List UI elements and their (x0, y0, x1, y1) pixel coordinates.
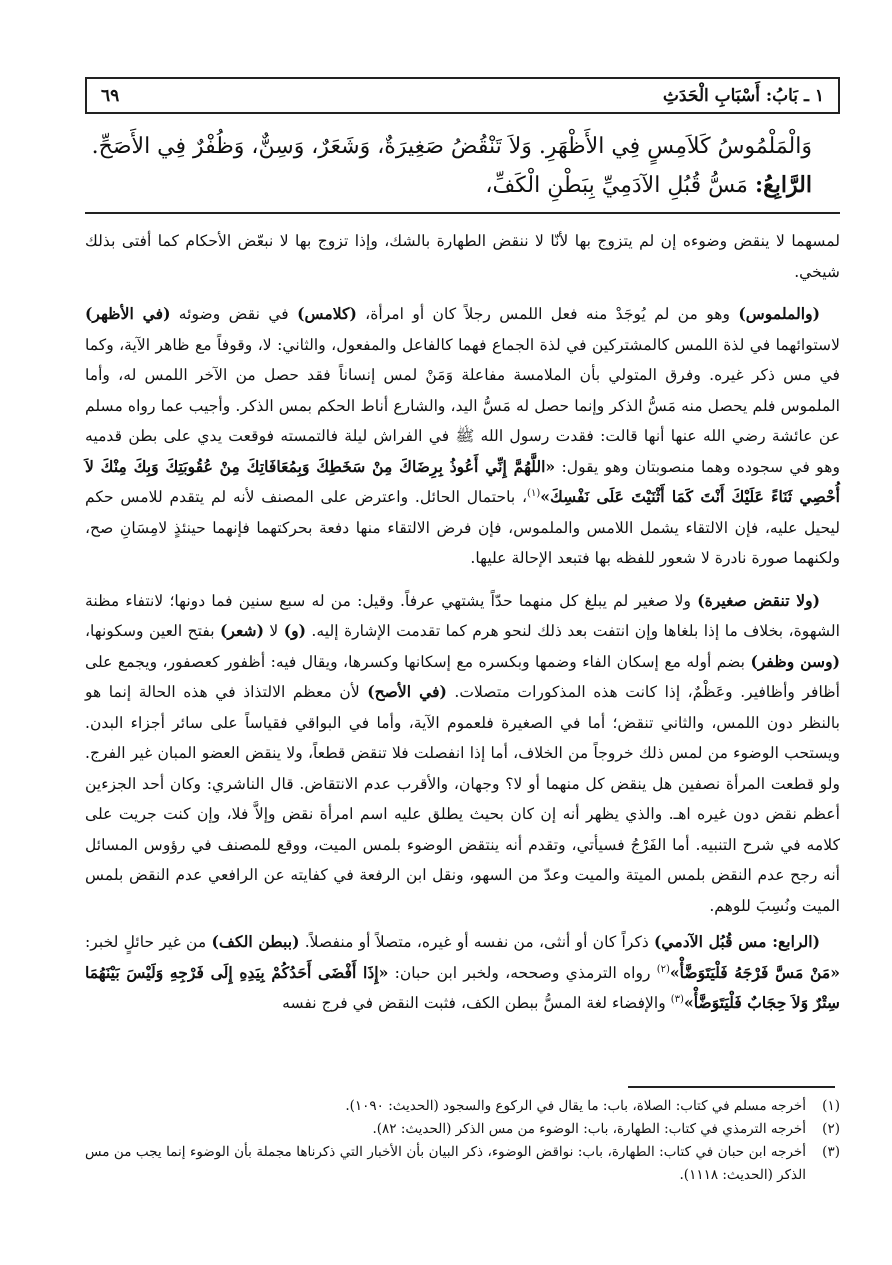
keyword: (في الأظهر) (85, 304, 171, 323)
footnote-text: أخرجه مسلم في كتاب: الصلاة، باب: ما يقال في الركوع والسجود (الحديث: ١٠٩٠). (345, 1098, 806, 1114)
footnote-ref[interactable]: (٢) (656, 963, 670, 975)
keyword: (ببطن الكف) (211, 932, 300, 951)
text: ولا صغير لم يبلغ كل منهما حدّاً يشتهي عرفاً. وقيل: من له سبع سنين فما دونها؛ لانتفاء مظنة الشهوة، بخلاف ما إذا بلغاها وإن انتفت بعد ذلك لنحو هرم كما تقدمت الإشارة إليه. (85, 591, 840, 640)
keyword: (ولا تنقض صغيرة) (697, 590, 820, 610)
hadith-quote: «اللَّهُمَّ إِنِّي أَعُوذُ بِرِضَاكَ مِنْ سَخَطِكَ وَبِمُعَافَاتِكَ مِنْ عُقُوبَتِكَ وَبِكَ مِنْكَ لاَ أُحْصِي ثَنَاءً عَلَيْكَ أَنْتَ كَمَا أَثْنَيْتَ عَلَى نَفْسِكَ» (85, 456, 840, 506)
matn-line (85, 166, 840, 205)
commentary (85, 226, 840, 1019)
keyword: (كلامس) (297, 304, 357, 323)
chapter-title: ١ ـ بَابُ: أَسْبَابِ الْحَدَثِ (662, 85, 824, 106)
text: ، باحتمال الحائل. واعترض على المصنف لأنه لم يتقدم للامس حكم ليحيل عليه، فإن الالتقاء يشمل اللامس والملموس، فإن فرض الالتقاء منها دفعة بحركتهما فإنهما حينئذٍ لامِسَانِ صح، ولكنهما صورة نادرة لا شعور للفظه بها فتبعد الإحالة عليها. (85, 488, 840, 567)
text: لاستوائهما في لذة اللمس كالمشتركين في لذة الجماع فهما كالفاعل والمفعول، والثاني: لا، وقوفاً مع ظاهر الآية، وكما في مس ذكر غيره. وفرق المتولي بأن الملامسة مفاعلة وَمَنْ لمس إنساناً فقد حصل من الآخر اللمس له، وأما الملموس فلم يحصل منه مَسُّ الذكر وإنما حصل له مَسُّ اليد، والشارع أناط الحكم بمس الذكر. وأجيب عما رواه مسلم عن عائشة رضي الله عنها أنها قالت: فقدت رسول الله ﷺ في الفراش ليلة فالتمسته فوقعت يدي على بطن قدميه وهو في سجوده وهما منصوبتان وهو يقول: (85, 335, 840, 476)
commentary-paragraph (85, 299, 840, 574)
keyword: (و) (283, 621, 306, 640)
text: رواه الترمذي وصححه، ولخبر ابن حبان: (388, 963, 657, 982)
footnote-ref[interactable]: (٣) (670, 993, 684, 1005)
book-page (85, 0, 840, 1265)
keyword: (والملموس) (738, 304, 821, 323)
footnote-number: (١) (822, 1098, 840, 1114)
footnote (85, 1095, 840, 1118)
text: من غير حائلٍ لخبر: (85, 933, 212, 951)
running-head (85, 77, 840, 114)
page-number: ٦٩ (101, 85, 120, 106)
text: لأن معظم الالتذاذ في هذه الحالة إنما هو بالنظر دون اللمس، والثاني تنقض؛ أما في الصغيرة فلعموم الآية، وأما في البواقي فقياساً على سائر أجزاء البدن. ويستحب الوضوء من لمس ذلك خروجاً من الخلاف، أما إذا انفصلت فلا تنقض قطعاً، ولا ينقض العضو المبان غير الفرج. ولو قطعت المرأة نصفين هل ينقض كل منهما أو لا؟ وجهان، والأقرب عدم الانتقاض. قال الناشري: وكان أحد الجزءين أعظم نقض دون غيره اهـ. والذي يظهر أنه إن كان بحيث يطلق عليه اسم امرأة نقض وإلاَّ فلا، وإن كنت جريت على كلامه في شرح التنبيه. أما الفَرْجُ فسيأتي، وتقدم أنه ينتقض الوضوء بلمس الميت، ووقع للمصنف في رؤوس المسائل أنه رجح عدم النقض بلمس الميتة والميت وعدّ من السهو، ونقل ابن الرفعة في كفايته عن الرافعي عدم النقض بلمس الميت ونُسِبَ للوهم. (85, 683, 840, 915)
hadith-quote: «إِذَا أَفْضَى أَحَدُكُمْ بِيَدِهِ إِلَى فَرْجِهِ وَلَيْسَ بَيْنَهُمَا سِتْرٌ وَلاَ حِجَابٌ فَلْيَتَوَضَّأْ» (85, 962, 840, 1012)
footnote-text: أخرجه الترمذي في كتاب: الطهارة، باب: الوضوء من مس الذكر (الحديث: ٨٢). (372, 1121, 806, 1137)
footnote (85, 1118, 840, 1141)
keyword: (الرابع: مس قُبُل الآدمي) (654, 932, 820, 951)
matn-line-text: مَسُّ قُبُلِ الآدَمِيِّ بِبَطْنِ الْكَفِّ، (485, 173, 755, 198)
text: في نقض وضوئه (170, 305, 298, 323)
footnote (85, 1141, 840, 1187)
text: بفتح العين وسكونها، (85, 622, 221, 640)
text: وهو من لم يُوجَدْ منه فعل اللمس رجلاً كان أو امرأة، (356, 305, 739, 323)
keyword: (في الأصح) (367, 682, 447, 701)
matn-heading: الرَّابِعُ: (754, 172, 812, 198)
text: ذكراً كان أو أنثى، من نفسه أو غيره، متصلاً أو منفصلاً. (299, 933, 655, 951)
footnote-text: أخرجه ابن حبان في كتاب: الطهارة، باب: نواقض الوضوء، ذكر البيان بأن الأخبار التي ذكرناها مجملة بأن الوضوء إنما يجب من مس الذكر (الحديث: ١١١٨). (85, 1144, 806, 1183)
commentary-paragraph (85, 586, 840, 922)
text: لا (263, 622, 284, 640)
hadith-quote: «مَنْ مَسَّ فَرْجَهُ فَلْيَتَوَضَّأْ» (669, 962, 840, 982)
text: بضم أوله مع إسكان الفاء وضمها وبكسره مع إسكانها وكسرها، ويقال فيه: أظفور كعصفور، ويجمع على أظافر وأظافير. وعَظْمٌ، إذا كانت هذه المذكورات متصلات. (85, 652, 840, 701)
keyword: (شعر) (220, 621, 264, 640)
footnote-number: (٣) (822, 1144, 840, 1160)
keyword: (وسن وظفر) (750, 651, 841, 671)
text: والإفضاء لغة المسُّ ببطن الكف، فثبت النقض في فرج نفسه (282, 994, 671, 1012)
footnote-ref[interactable]: (١) (527, 487, 541, 499)
footnote-number: (٢) (822, 1121, 840, 1137)
matn-text (85, 128, 840, 205)
matn-line: وَالْمَلْمُوسُ كَلاَمِسٍ فِي الأَظْهَرِ. وَلاَ تَنْقُضُ صَغِيرَةٌ، وَشَعَرٌ، وَسِنٌّ، وَظُفْرٌ فِي الأَصَحِّ. (91, 134, 812, 159)
matn-divider (85, 212, 840, 214)
footnotes (85, 1095, 840, 1187)
commentary-paragraph: لمسهما لا ينقض وضوءه إن لم يتزوج بها لأنّا لا ننقض الطهارة بالشك، وإذا تزوج بها لا نبعّض الأحكام كما أفتى بذلك شيخي. (85, 232, 840, 281)
footnote-separator (628, 1086, 835, 1088)
commentary-paragraph (85, 927, 840, 1019)
